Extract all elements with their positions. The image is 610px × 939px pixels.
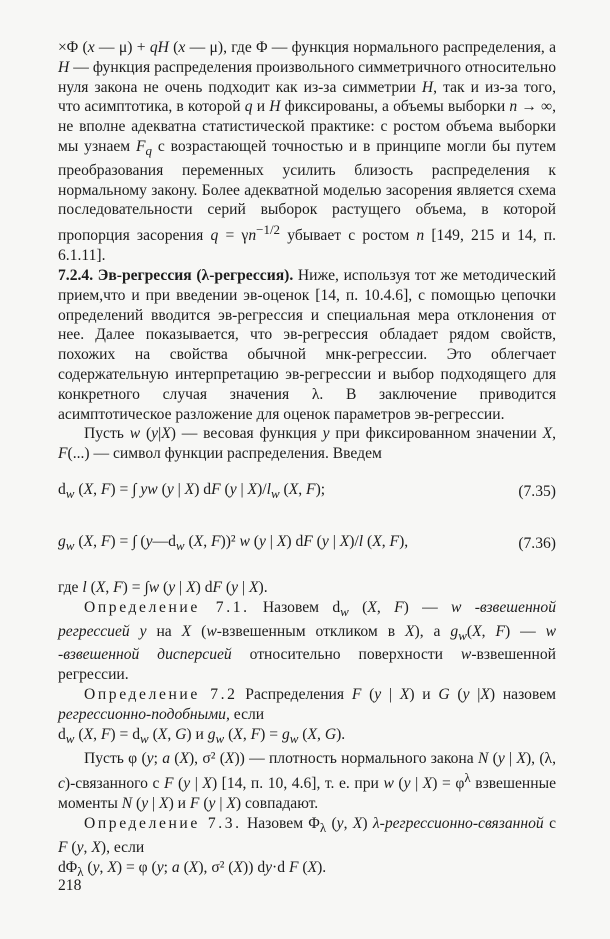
paragraph-contamination: ×Φ (x — μ) + qH (x — μ), где Φ — функция нормального распределения, а H — функция распределения произвольного симметричного относительно нуля закона не очень подходит как из-за симметрии H, так и из-за того, что асимптотика, в которой q и H фиксированы, а объемы выборки n → ∞, не вполне адекватна статистической практике: с ростом объема выборки мы узнаем $F_q$ с возрастающей точностью и в принципе могли бы путем преобразования переменных усилить близость распределения к нормальному закону. Более адекватной моделью засорения является схема последовательности серий выборок растущего объема, в которой пропорция засорения $q = \gamma n^{-1/2}$ убывает с ростом n [149, 215 и 14, п. 6.1.11]. bbox=[58, 39, 557, 265]
page-number: 218 bbox=[58, 877, 82, 894]
paragraph-intro: Пусть w (y|X) — весовая функция y при фиксированном значении X, F(...) — символ функции распределения. Введем bbox=[58, 425, 556, 463]
definition-7-2-formula: $d_w$ (X, $F) = d_w$ (X, G) и $g_w$ (X, $F) = g_w$ (X, G). bbox=[58, 725, 346, 746]
section-body: Ниже, используя тот же методический прием,что и при введении эв-оценок [14, п. 10.4.6], с помощью цепочки определений вводится эв-регрессия и специальная мера отклонения от нее. Далее показывается, что эв-регрессия обладает рядом свойств, похожих на свойства обычной мнк-регрессии. Это облегчает содержательную интерпретацию эв-регрессии и выбор подходящего для конкретного случая значения λ. В заключение приводится асимптотическое разложение для оценок параметров эв-регрессии. bbox=[58, 267, 556, 423]
paragraph-phi: Пусть φ (y; a (X), σ² (X)) — плотность нормального закона N (y | X), (λ, c)-связанного с F (y | X) [14, п. 10, 4.6], т. е. при w (y | $X) = \varphi^\lambda$ взвешенные моменты N (y | X) и F (y | X) совпадают. bbox=[58, 749, 556, 813]
definition-7-2: Определение 7.2 Распределения F (y | X) и G (y |X) назовем регрессионно-подобными, если bbox=[58, 686, 557, 723]
equation-formula: $d_w$ (X, F) = ∫ yw (y | X) dF (y | $X)/l_w$ (X, F); bbox=[58, 481, 326, 502]
equation-7-36 bbox=[58, 532, 556, 556]
paragraph-where: где l (X, F) = ∫w (y | X) dF (y | X). bbox=[58, 578, 268, 596]
equation-number: (7.36) bbox=[518, 534, 556, 552]
definition-label: Определение 7.2 bbox=[84, 686, 238, 704]
definition-label: Определение 7.3. bbox=[84, 815, 242, 833]
definition-7-3-formula: $d\Phi_\lambda$ (y, X) = φ (y; a (X), σ² (X)) dy·d F (X). bbox=[58, 858, 327, 879]
section-7-2-4 bbox=[58, 266, 556, 424]
equation-formula: $g_w$ (X, F) = ∫ ($y—d_w$ (X, F))² w (y | X) dF (y | X)/l (X, F), bbox=[58, 532, 409, 554]
equation-7-35 bbox=[58, 480, 556, 504]
definition-label: Определение 7.1. bbox=[84, 598, 250, 616]
definition-7-1: Определение 7.1. Назовем $d_w$ (X, F) — w -взвешенной регрессией y на X (w-взвешенным откликом в X), а $g_w(X$, F) — w -взвешенной дисперсией относительно поверхности w-взвешенной регрессии. bbox=[58, 598, 557, 684]
equation-number: (7.35) bbox=[518, 483, 556, 501]
definition-7-3: Определение 7.3. Назовем $\Phi_\lambda$ (y, X) λ-регрессионно-связанной с F (y, X), если bbox=[58, 815, 556, 857]
page-text bbox=[58, 38, 556, 882]
section-title: 7.2.4. Эв-регрессия (λ-регрессия). bbox=[58, 267, 294, 285]
